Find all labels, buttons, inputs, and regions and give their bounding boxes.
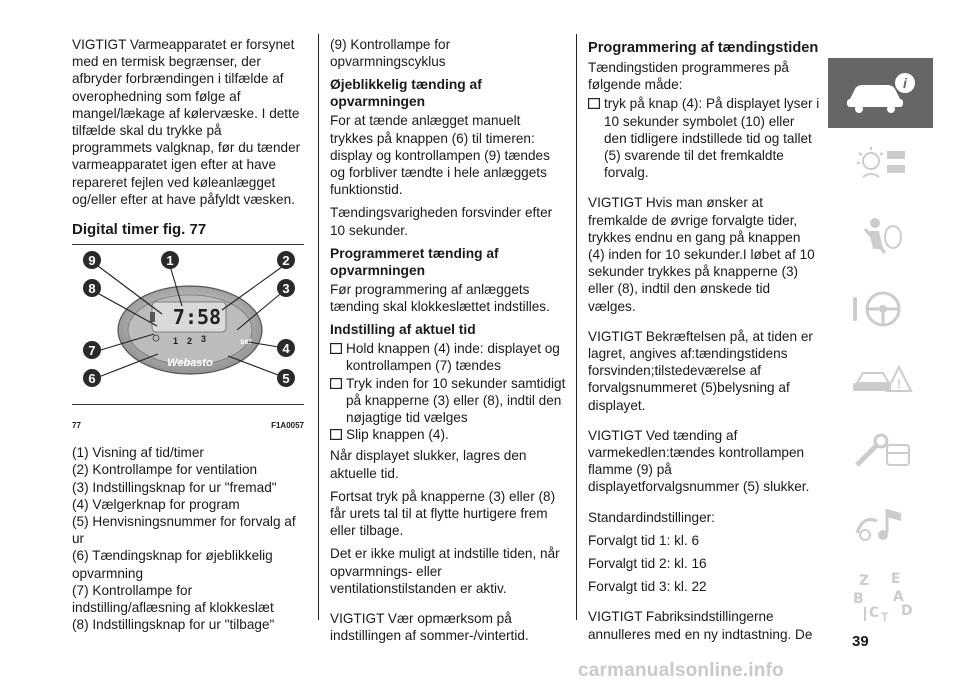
webasto-timer-illustration [72, 244, 304, 404]
heading-set-time: Indstilling af aktuel tid [330, 322, 476, 338]
timer-figure [72, 244, 304, 414]
heading-programmed-heating: Programmeret tænding af opvarmningen [330, 245, 499, 278]
tab-emergency[interactable] [828, 346, 933, 416]
note-paragraph: VIGTIGT Hvis man ønsker at fremkalde de øvrige forvalgte tider, trykkes endnu en gang på knappen (4) inden for 10 sekunder.I løbet af 10 sekunder trykkes på knapperne (3) eller (8), indtil den ønskede tid vælges. [588, 195, 815, 314]
legend-item-9: (9) Kontrollampe for opvarmningscyklus [330, 37, 451, 70]
step-item [330, 375, 566, 427]
step-text: Hold knappen (4) inde: displayet og kontrollampen (7) tændes [346, 341, 560, 374]
default-setting: Forvalgt tid 2: kl. 16 [588, 556, 707, 572]
paragraph: Det er ikke muligt at indstille tiden, når opvarmnings- eller ventilationstilstanden er aktiv. [330, 546, 560, 596]
tab-driving[interactable] [828, 274, 933, 344]
step-item [330, 340, 566, 374]
fan-icon [150, 312, 155, 322]
checkbox-step-icon [588, 98, 600, 109]
preset-digit-2: 2 [187, 336, 193, 347]
heading-program-start-time: Programmering af tændingstiden [588, 40, 819, 56]
step-item [330, 426, 566, 443]
maintenance-wrench-icon [841, 431, 921, 475]
callout-4: 4 [282, 341, 290, 357]
figure-top-rule [72, 244, 304, 245]
column-divider [576, 34, 577, 620]
callout-9: 9 [88, 253, 96, 269]
legend-item: (6) Tændingsknap for øjeblikkelig opvarmning [72, 548, 273, 581]
watermark: carmanualsonline.info [578, 660, 784, 681]
display-time: 7:58 [172, 305, 222, 330]
svg-text:E: E [890, 571, 901, 587]
callout-8: 8 [88, 281, 96, 297]
legend-item: (1) Visning af tid/timer [72, 445, 204, 461]
step-text: tryk på knap (4): På displayet lyser i 10 sekunder symbolet (10) eller den tidligere indstillede tid og tallet (5) svarende til det fremkaldte forvalg. [604, 96, 820, 181]
preset-digit-1: 1 [173, 336, 179, 347]
legend-item: (7) Kontrollampe for indstilling/aflæsning af klokkeslæt [72, 582, 274, 616]
step-item [588, 95, 820, 181]
tab-multimedia[interactable] [828, 490, 933, 560]
preset-digit-3: 3 [201, 334, 207, 345]
default-setting: Forvalgt tid 1: kl. 6 [588, 532, 700, 548]
tab-maintenance[interactable] [828, 418, 933, 488]
checkbox-step-icon [330, 429, 342, 440]
column-middle [330, 36, 566, 650]
callout-3: 3 [282, 281, 290, 297]
column-right [588, 36, 820, 649]
default-setting: Forvalgt tid 3: kl. 22 [588, 579, 707, 595]
tab-safety[interactable] [828, 202, 933, 272]
steering-wheel-icon [841, 287, 921, 331]
alphabetical-index-icon [841, 569, 921, 625]
svg-text:A: A [892, 589, 904, 605]
multimedia-music-icon [841, 503, 921, 547]
paragraph: Fortsat tryk på knapperne (3) eller (8) får urets tal til at flytte hurtigere frem eller tilbage. [330, 488, 556, 539]
callout-6: 6 [88, 371, 96, 387]
page-number: 39 [852, 633, 869, 650]
legend-item: (5) Henvisningsnummer for forvalg af ur [72, 514, 296, 547]
paragraph: Tændingsvarigheden forsvinder efter 10 sekunder. [330, 205, 553, 238]
paragraph: Før programmering af anlæggets tænding skal klokkeslættet indstilles. [330, 281, 550, 315]
note-paragraph: VIGTIGT Ved tænding af varmekedlen:tændes kontrollampen flamme (9) på displayetforvalgsnummer (5) slukker. [588, 427, 810, 495]
tab-car-info[interactable] [828, 58, 933, 128]
figure-bottom-rule [72, 404, 304, 405]
tab-index[interactable] [828, 562, 933, 632]
dashboard-warning-lights-icon [841, 143, 921, 187]
column-divider [318, 34, 319, 620]
figure-code: F1A0057 [271, 421, 304, 431]
svg-text:!: ! [896, 377, 901, 391]
legend-item: (8) Indstillingsknap for ur "tilbage" [72, 617, 275, 633]
legend-list [72, 444, 304, 633]
tab-warning-lights[interactable] [828, 130, 933, 200]
svg-text:D: D [900, 603, 913, 619]
warning-paragraph: VIGTIGT Varmeapparatet er forsynet med en termisk begrænser, der afbryder forbrændingen i tilfælde af overophedning som følge af mangel/lækage af kølervæske. I dette tilfælde skal du trykke på programmets valgknap, før du tænder varmeapparatet igen efter at have repareret fejlen ved køleanlægget og/eller efter at have påfyldt væsken. [72, 37, 301, 207]
callout-2: 2 [282, 253, 290, 269]
figure-number: 77 [72, 421, 81, 431]
brand-logo: Webasto [167, 357, 213, 370]
callout-1: 1 [166, 253, 174, 269]
callout-7: 7 [88, 343, 96, 359]
note-paragraph: VIGTIGT Vær opmærksom på indstillingen af sommer-/vintertid. [330, 611, 529, 644]
paragraph: Tændingstiden programmeres på følgende måde: [588, 60, 789, 93]
airbag-safety-icon [841, 215, 921, 259]
chapter-tabs [828, 58, 933, 634]
step-text: Tryk inden for 10 sekunder samtidigt på knapperne (3) eller (8), indtil den nøjagtige tid vælges [346, 375, 566, 426]
svg-text:B: B [852, 591, 864, 607]
legend-item: (4) Vælgerknap for program [72, 496, 240, 512]
legend-item: (2) Kontrollampe for ventilation [72, 462, 258, 478]
set-label: set [240, 337, 252, 347]
svg-text:T: T [880, 610, 888, 624]
note-paragraph: VIGTIGT Bekræftelsen på, at tiden er lagret, angives af:tændingstidens forsvinden;tilstedeværelse af forvalgsnummeret (5)belysning af displayet. [588, 328, 813, 413]
note-paragraph: VIGTIGT Fabriksindstillingerne annulleres med en ny indtastning. De [588, 609, 813, 642]
car-info-icon [841, 71, 921, 115]
warning-triangle-car-icon [841, 359, 921, 403]
legend-item: (3) Indstillingsknap for ur "fremad" [72, 479, 277, 495]
paragraph: Standardindstillinger: [588, 509, 715, 525]
figure-caption [72, 417, 304, 434]
svg-text:i: i [902, 75, 907, 91]
svg-text:Z: Z [858, 573, 869, 589]
checkbox-step-icon [330, 378, 342, 389]
callout-5: 5 [282, 371, 290, 387]
section-heading-digital-timer: Digital timer fig. 77 [72, 221, 207, 239]
svg-text:C: C [868, 605, 879, 621]
heading-instant-heating: Øjeblikkelig tænding af opvarmningen [330, 77, 482, 110]
column-left [72, 36, 304, 633]
paragraph: For at tænde anlægget manuelt trykkes på knappen (6) til timeren: display og kontrollampen (9) tændes og forbliver tændte i hele anlæggets funktionstid. [330, 113, 550, 198]
step-text: Slip knappen (4). [346, 427, 449, 443]
checkbox-step-icon [330, 343, 342, 354]
paragraph: Når displayet slukker, lagres den aktuelle tid. [330, 448, 527, 481]
